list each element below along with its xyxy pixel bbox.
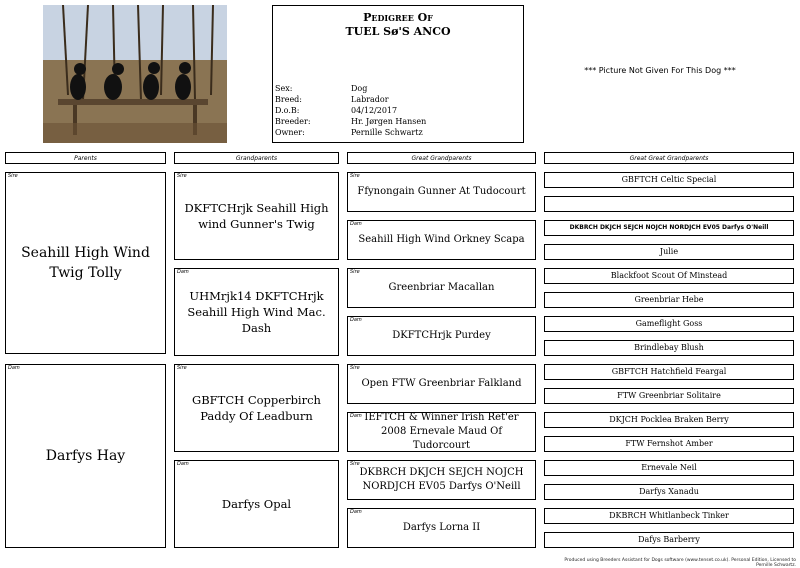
great-grandparent-5 bbox=[347, 364, 536, 404]
ggg-parent-name: Dafys Barberry bbox=[638, 535, 700, 544]
dog-name-heading: TUEL Sø'S ANCO bbox=[345, 25, 451, 38]
dam-tag: Dam bbox=[350, 221, 362, 227]
header-grandparents: Grandparents bbox=[174, 152, 339, 164]
great-grandparent-4 bbox=[347, 316, 536, 356]
ggg-parent-2 bbox=[544, 196, 794, 212]
great-grandparent-name: Greenbriar Macallan bbox=[388, 282, 495, 293]
footer-credit: Produced using Breeders Assistant for Dogs software (www.tenset.co.uk). Personal Edition, Licensed to Pernille Schwartz. bbox=[564, 558, 796, 568]
grandparent-name: UHMrjk14 DKFTCHrjk Seahill High Wind Mac. Dash bbox=[187, 289, 326, 335]
great-grandparent-name: Darfys Lorna II bbox=[402, 522, 481, 533]
dog-photo bbox=[43, 5, 227, 143]
ggg-parent-5 bbox=[544, 268, 794, 284]
sire-tag: Sire bbox=[350, 365, 360, 371]
breed-label: Breed: bbox=[275, 95, 302, 104]
great-grandparent-2 bbox=[347, 220, 536, 260]
ggg-parent-15 bbox=[544, 508, 794, 524]
ggg-parent-13 bbox=[544, 460, 794, 476]
sire-tag: Sire bbox=[350, 269, 360, 275]
dob-value: 04/12/2017 bbox=[351, 106, 398, 115]
header-parents: Parents bbox=[5, 152, 166, 164]
ggg-parent-11 bbox=[544, 412, 794, 428]
ggg-parent-8 bbox=[544, 340, 794, 356]
breeder-value: Hr. Jørgen Hansen bbox=[351, 117, 427, 126]
sire-tag: Sire bbox=[350, 461, 360, 467]
ggg-parent-name: Gameflight Goss bbox=[635, 319, 703, 328]
ggg-parent-name: GBFTCH Celtic Special bbox=[621, 175, 717, 184]
sire-tag: Sire bbox=[8, 173, 18, 179]
picture-not-given-note: *** Picture Not Given For This Dog *** bbox=[584, 65, 736, 75]
sire-tag: Sire bbox=[350, 173, 360, 179]
parent-dam-name: Darfys Hay bbox=[45, 448, 126, 464]
dam-tag: Dam bbox=[350, 317, 362, 323]
ggg-parent-name: Blackfoot Scout Of Minstead bbox=[610, 271, 728, 280]
owner-label: Owner: bbox=[275, 128, 305, 137]
ggg-parent-7 bbox=[544, 316, 794, 332]
ggg-parent-1 bbox=[544, 172, 794, 188]
ggg-parent-4 bbox=[544, 244, 794, 260]
great-grandparent-6 bbox=[347, 412, 536, 452]
great-grandparent-3 bbox=[347, 268, 536, 308]
ggg-parent-name: DKBRCH DKJCH SEJCH NOJCH NORDJCH EV05 Darfys O'Neill bbox=[569, 224, 769, 231]
photo-illustration bbox=[43, 5, 227, 143]
ggg-parent-16 bbox=[544, 532, 794, 548]
ggg-parent-name: Julie bbox=[659, 247, 679, 256]
sire-tag: Sire bbox=[177, 365, 187, 371]
great-grandparent-8 bbox=[347, 508, 536, 548]
dam-tag: Dam bbox=[177, 269, 189, 275]
breed-value: Labrador bbox=[351, 95, 389, 104]
header-great-grandparents: Great Grandparents bbox=[347, 152, 536, 164]
ggg-parent-name: GBFTCH Hatchfield Feargal bbox=[611, 367, 727, 376]
great-grandparent-name: IEFTCH & Winner Irish Ret'er 2008 Ernevale Maud Of Tudorcourt bbox=[364, 412, 519, 451]
grandparent-name: DKFTCHrjk Seahill High wind Gunner's Twig bbox=[184, 201, 329, 231]
ggg-parent-name: FTW Greenbriar Solitaire bbox=[617, 391, 721, 400]
pedigree-title-box bbox=[272, 5, 524, 143]
great-grandparent-7 bbox=[347, 460, 536, 500]
grandparent-3 bbox=[174, 364, 339, 452]
ggg-parent-6 bbox=[544, 292, 794, 308]
ggg-parent-name: DKJCH Pocklea Braken Berry bbox=[609, 415, 729, 424]
ggg-parent-name: Ernevale Neil bbox=[641, 463, 697, 472]
great-grandparent-name: Ffynongain Gunner At Tudocourt bbox=[357, 186, 526, 197]
dam-tag: Dam bbox=[8, 365, 20, 371]
ggg-parent-name: Greenbriar Hebe bbox=[634, 295, 704, 304]
great-grandparent-1 bbox=[347, 172, 536, 212]
sex-value: Dog bbox=[351, 84, 368, 93]
breeder-label: Breeder: bbox=[275, 117, 311, 126]
dam-tag: Dam bbox=[350, 413, 362, 419]
great-grandparent-name: DKFTCHrjk Purdey bbox=[392, 330, 491, 341]
ggg-parent-9 bbox=[544, 364, 794, 380]
grandparent-name: GBFTCH Copperbirch Paddy Of Leadburn bbox=[192, 393, 321, 423]
grandparent-4 bbox=[174, 460, 339, 548]
owner-value: Pernille Schwartz bbox=[351, 128, 423, 137]
ggg-parent-name: FTW Fernshot Amber bbox=[625, 439, 713, 448]
dam-tag: Dam bbox=[177, 461, 189, 467]
great-grandparent-name: Open FTW Greenbriar Falkland bbox=[361, 378, 522, 389]
pedigree-heading: Pedigree Of bbox=[363, 11, 433, 24]
parent-dam bbox=[5, 364, 166, 548]
dob-label: D.o.B: bbox=[275, 106, 300, 115]
great-grandparent-name: Seahill High Wind Orkney Scapa bbox=[358, 234, 525, 245]
sire-tag: Sire bbox=[177, 173, 187, 179]
great-grandparent-name: DKBRCH DKJCH SEJCH NOJCH NORDJCH EV05 Darfys O'Neill bbox=[359, 467, 524, 492]
parent-sire bbox=[5, 172, 166, 354]
header-great-great-grandparents: Great Great Grandparents bbox=[544, 152, 794, 164]
ggg-parent-name: Brindlebay Blush bbox=[634, 343, 704, 352]
dam-tag: Dam bbox=[350, 509, 362, 515]
grandparent-1 bbox=[174, 172, 339, 260]
grandparent-2 bbox=[174, 268, 339, 356]
grandparent-name: Darfys Opal bbox=[221, 497, 292, 511]
ggg-parent-3 bbox=[544, 220, 794, 236]
ggg-parent-14 bbox=[544, 484, 794, 500]
ggg-parent-10 bbox=[544, 388, 794, 404]
ggg-parent-name: DKBRCH Whitlanbeck Tinker bbox=[609, 511, 729, 520]
parent-sire-name: Seahill High Wind Twig Tolly bbox=[21, 245, 150, 281]
ggg-parent-12 bbox=[544, 436, 794, 452]
ggg-parent-name: Darfys Xanadu bbox=[639, 487, 699, 496]
sex-label: Sex: bbox=[275, 84, 293, 93]
